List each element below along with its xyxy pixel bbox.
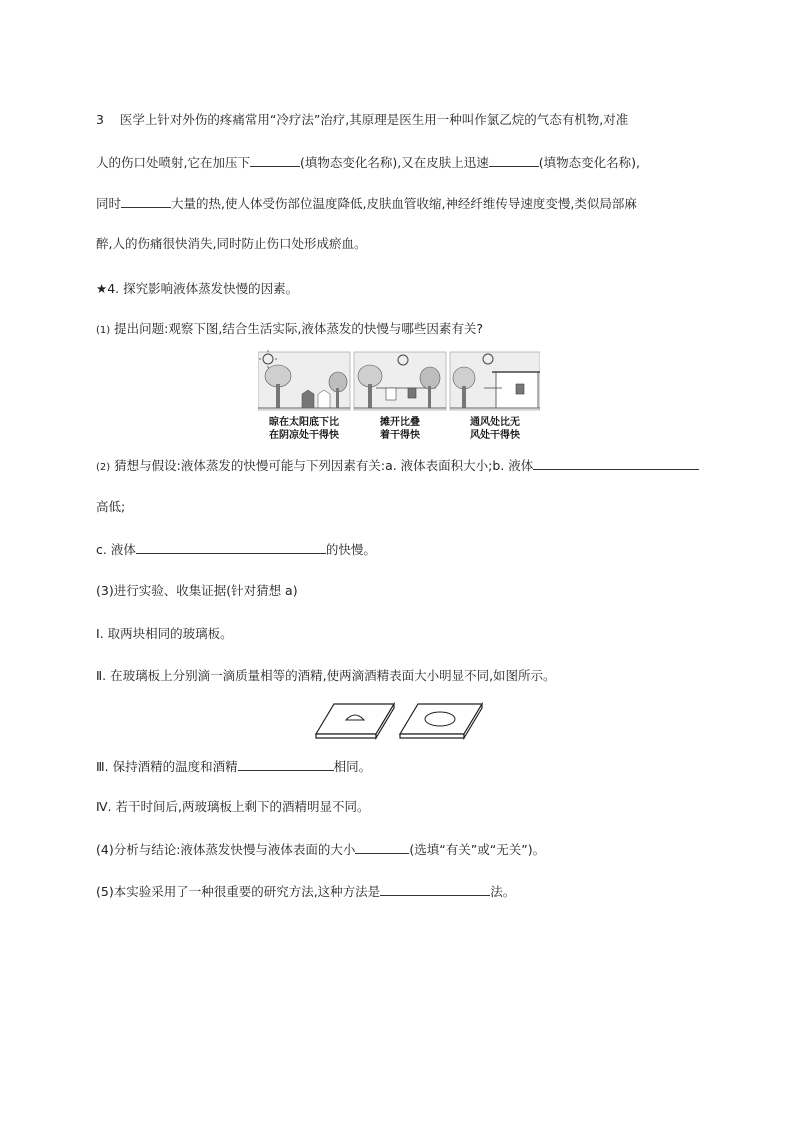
step3-text-b: 相同。 xyxy=(333,759,372,774)
q4-title: ★4. 探究影响液体蒸发快慢的因素。 xyxy=(96,281,299,296)
q3-number: 3 xyxy=(96,112,104,127)
part2c-text-b: 的快慢。 xyxy=(325,542,376,557)
part1-text: 提出问题:观察下图,结合生活实际,液体蒸发的快慢与哪些因素有关? xyxy=(114,321,483,336)
q3-line-4: 醉,人的伤痛很快消失,同时防止伤口处形成瘀血。 xyxy=(96,236,367,251)
q3-text-2b: (填物态变化名称),又在皮肤上迅速 xyxy=(299,155,489,170)
part5-text-a: (5)本实验采用了一种很重要的研究方法,这种方法是 xyxy=(96,884,381,899)
q3-line-3 xyxy=(96,195,637,212)
caption-3-line-2: 风处干得快 xyxy=(470,430,520,441)
caption-sun-vs-shade xyxy=(258,416,350,442)
step-2: Ⅱ. 在玻璃板上分别滴一滴质量相等的酒精,使两滴酒精表面大小明显不同,如图所示。 xyxy=(96,668,556,683)
caption-spread-vs-folded xyxy=(354,416,446,442)
blank-4[interactable] xyxy=(533,457,699,470)
glass-plate-large-drop xyxy=(400,704,482,738)
caption-2-line-1: 摊开比叠 xyxy=(380,417,420,428)
caption-2-line-2: 着干得快 xyxy=(380,430,420,441)
blank-1[interactable] xyxy=(250,154,300,167)
q4-part4 xyxy=(96,841,545,858)
part2-number: (2) xyxy=(96,462,111,473)
part4-text-a: (4)分析与结论:液体蒸发快慢与液体表面的大小 xyxy=(96,842,356,857)
part5-text-b: 法。 xyxy=(490,884,516,899)
scenes-illustration xyxy=(258,350,540,414)
q4-part1 xyxy=(96,321,483,339)
glass-plate-small-drop xyxy=(316,704,394,738)
q3-line-2 xyxy=(96,154,640,171)
blank-6[interactable] xyxy=(238,758,334,771)
step-3 xyxy=(96,758,371,775)
caption-1-line-1: 晾在太阳底下比 xyxy=(269,417,339,428)
q4-part2-cont: 高低; xyxy=(96,499,126,514)
caption-3-line-1: 通风处比无 xyxy=(470,417,520,428)
q3-text-2c: (填物态变化名称), xyxy=(538,155,640,170)
part2-text: 猜想与假设:液体蒸发的快慢可能与下列因素有关:a. 液体表面积大小;b. 液体 xyxy=(114,458,534,473)
q3-text-1: 医学上针对外伤的疼痛常用“冷疗法”治疗,其原理是医生用一种叫作氯乙烷的气态有机物,对准 xyxy=(119,112,629,127)
q4-part3: (3)进行实验、收集证据(针对猜想 a) xyxy=(96,583,298,598)
blank-7[interactable] xyxy=(355,841,409,854)
blank-2[interactable] xyxy=(489,154,539,167)
part1-number: (1) xyxy=(96,325,111,336)
q4-part5 xyxy=(96,883,515,900)
part2c-text-a: c. 液体 xyxy=(96,542,136,557)
part4-text-b: (选填“有关”或“无关”)。 xyxy=(409,842,546,857)
blank-8[interactable] xyxy=(380,883,490,896)
step-1: Ⅰ. 取两块相同的玻璃板。 xyxy=(96,626,233,641)
caption-wind-vs-still xyxy=(450,416,540,442)
evaporation-scenes-figure xyxy=(258,350,540,446)
q3-text-2a: 人的伤口处喷射,它在加压下 xyxy=(96,155,250,170)
q3-text-3a: 同时 xyxy=(96,196,122,211)
blank-5[interactable] xyxy=(136,541,326,554)
caption-1-line-2: 在阴凉处干得快 xyxy=(269,430,339,441)
q4-part2 xyxy=(96,457,699,476)
blank-3[interactable] xyxy=(121,195,171,208)
step-4: Ⅳ. 若干时间后,两玻璃板上剩下的酒精明显不同。 xyxy=(96,799,370,814)
glass-plates-figure xyxy=(312,700,484,742)
step3-text-a: Ⅲ. 保持酒精的温度和酒精 xyxy=(96,759,238,774)
q3-line-1 xyxy=(96,112,628,128)
q4-part2-c xyxy=(96,541,376,558)
q3-text-3b: 大量的热,使人体受伤部位温度降低,皮肤血管收缩,神经纤维传导速度变慢,类似局部麻 xyxy=(171,196,637,211)
